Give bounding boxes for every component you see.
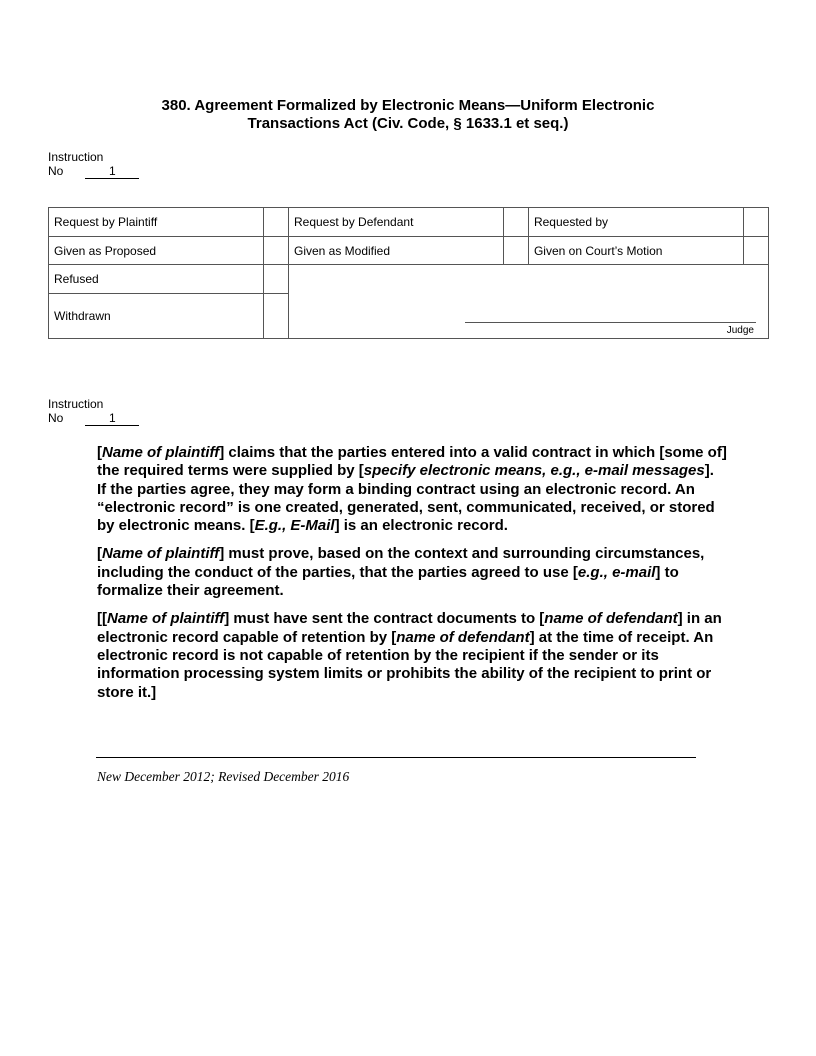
paragraph-text: ] to formalize their agreement. — [97, 563, 679, 600]
request-by-plaintiff-checkbox[interactable] — [264, 208, 289, 237]
request-by-defendant-label: Request by Defendant — [288, 208, 503, 237]
paragraph-text: ] in an electronic record capable of retention by [ — [97, 610, 722, 646]
requested-by-checkbox[interactable] — [744, 208, 769, 237]
paragraph-text: ]. If the parties agree, they may form a binding contract using an electronic record. An “electronic record” is one created, generated, sent, communicated, received, or stored by electronic means. [ — [97, 462, 715, 535]
instruction-label: Instruction — [48, 397, 104, 411]
placeholder-italic: specify electronic means, e.g., e-mail messages — [363, 462, 705, 480]
body-paragraph-2: [Name of plaintiff] must prove, based on the context and surrounding circumstances, including the conduct of the parties, that the parties agreed to use [e.g., e-mail] to formalize their agreement. — [97, 545, 705, 600]
title-line-2: Transactions Act (Civ. Code, § 1633.1 et seq.) — [247, 115, 569, 132]
withdrawn-checkbox[interactable] — [264, 294, 289, 339]
instruction-number-top — [48, 150, 139, 179]
no-label: No — [48, 411, 64, 425]
instruction-label: Instruction — [48, 150, 104, 164]
placeholder-italic: name of defendant — [544, 610, 678, 628]
instruction-title — [48, 97, 768, 133]
refused-checkbox[interactable] — [264, 265, 289, 294]
placeholder-italic: E.g., E-Mail — [254, 517, 335, 535]
title-line-1: 380. Agreement Formalized by Electronic Means—Uniform Electronic — [161, 97, 655, 114]
given-as-proposed-label: Given as Proposed — [49, 237, 264, 265]
request-status-table — [48, 207, 769, 339]
body-paragraph-3: [[Name of plaintiff] must have sent the contract documents to [name of defendant] in an electronic record capable of retention by [name of defendant] at the time of receipt. An electronic record is not capable of retention by the recipient if the sender or its information processing system limits or prohibits the ability of the recipient to print or store it.] — [97, 610, 722, 701]
paragraph-text: ] at the time of receipt. An electronic record is not capable of retention by the recipient if the sender or its information processing system limits or prohibits the ability of the recipient to print or store it.] — [97, 628, 714, 701]
given-as-proposed-checkbox[interactable] — [264, 237, 289, 265]
placeholder-italic: Name of plaintiff — [102, 545, 220, 563]
body-paragraph-1: [Name of plaintiff] claims that the parties entered into a valid contract in which [some of] the required terms were supplied by [specify electronic means, e.g., e-mail messages]. If the parties agree, they may form a binding contract using an electronic record. An “electronic record” is one created, generated, sent, communicated, received, or stored by electronic means. [E.g., E-Mail] is an electronic record. — [97, 444, 727, 535]
paragraph-text: ] is an electronic record. — [334, 517, 508, 535]
request-by-defendant-checkbox[interactable] — [504, 208, 529, 237]
revision-history: New December 2012; Revised December 2016 — [97, 769, 350, 784]
given-as-modified-checkbox[interactable] — [504, 237, 529, 265]
instruction-body — [97, 444, 727, 712]
paragraph-text: ] claims that the parties entered into a valid contract in which [some of] the required terms were supplied by [ — [97, 444, 727, 480]
refused-label: Refused — [49, 265, 264, 294]
given-on-courts-motion-checkbox[interactable] — [744, 237, 769, 265]
instruction-number-bottom — [48, 397, 139, 426]
section-divider — [96, 757, 696, 758]
instruction-number-field[interactable]: 1 — [85, 412, 139, 426]
paragraph-text: ] must prove, based on the context and surrounding circumstances, including the conduct of the parties, that the parties agreed to use [ — [97, 545, 705, 581]
placeholder-italic: Name of plaintiff — [107, 610, 225, 628]
withdrawn-label: Withdrawn — [49, 294, 264, 339]
judge-signature-line[interactable] — [465, 322, 756, 323]
placeholder-italic: e.g., e-mail — [577, 563, 656, 581]
judge-signature-area — [288, 265, 768, 339]
requested-by-label: Requested by — [528, 208, 743, 237]
placeholder-italic: name of defendant — [396, 628, 530, 646]
placeholder-italic: Name of plaintiff — [102, 444, 220, 461]
given-on-courts-motion-label: Given on Court’s Motion — [528, 237, 743, 265]
instruction-number-field[interactable]: 1 — [85, 165, 139, 179]
judge-label: Judge — [726, 325, 754, 336]
given-as-modified-label: Given as Modified — [288, 237, 503, 265]
request-by-plaintiff-label: Request by Plaintiff — [49, 208, 264, 237]
paragraph-text: ] must have sent the contract documents to [ — [224, 610, 545, 628]
no-label: No — [48, 164, 64, 178]
